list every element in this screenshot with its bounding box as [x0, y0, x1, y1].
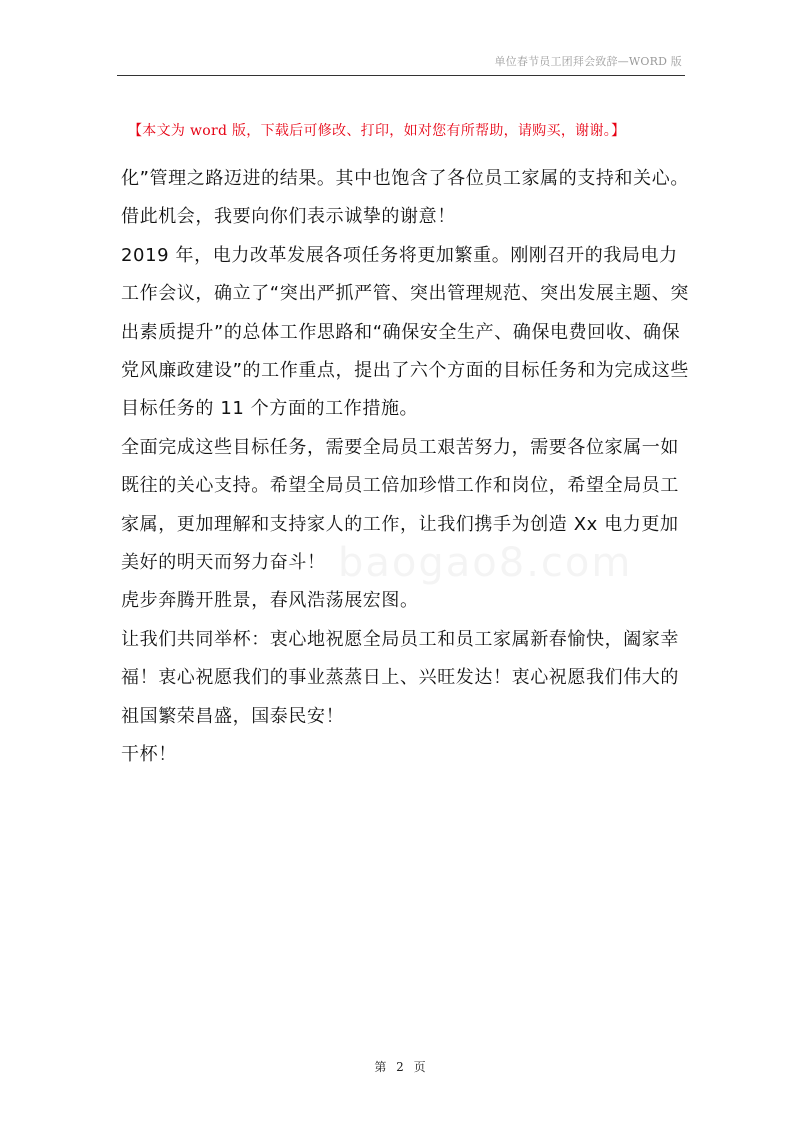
paragraph-4: 虎步奔腾开胜景，春风浩荡展宏图。	[121, 590, 419, 612]
paragraph-5: 让我们共同举杯：衷心地祝愿全局员工和员工家属新春愉快，阖家幸福！衷心祝愿我们的事业蒸蒸日上、兴旺发达！衷心祝愿我们伟大的祖国繁荣昌盛，国泰民安！	[121, 628, 679, 727]
paragraph-1: 化”管理之路迈进的结果。其中也饱含了各位员工家属的支持和关心。借此机会，我要向你们表示诚挚的谢意！	[121, 168, 689, 228]
footer-prefix: 第	[374, 1060, 387, 1074]
footer-suffix: 页	[413, 1060, 426, 1074]
body-text	[121, 160, 691, 775]
paragraph-2: 2019 年，电力改革发展各项任务将更加繁重。刚刚召开的我局电力工作会议，确立了“突出严抓严管、突出管理规范、突出发展主题、突出素质提升”的总体工作思路和“确保安全生产、确保电费回收、确保党风廉政建设”的工作重点，提出了六个方面的目标任务和为完成这些目标任务的 11 个方面的工作措施。	[121, 244, 689, 420]
header-title: 单位春节员工团拜会致辞—WORD 版	[494, 55, 682, 68]
paragraph-3: 全面完成这些目标任务，需要全局员工艰苦努力，需要各位家属一如既往的关心支持。希望全局员工倍加珍惜工作和岗位，希望全局员工家属，更加理解和支持家人的工作，让我们携手为创造 Xx 电力更加美好的明天而努力奋斗！	[121, 436, 679, 574]
page-footer	[0, 1058, 800, 1075]
footer-page-number: 2	[396, 1060, 404, 1074]
header-divider	[117, 75, 685, 76]
download-notice: 【本文为 word 版，下载后可修改、打印，如对您有所帮助，请购买，谢谢。】	[128, 123, 626, 139]
watermark: baogao8.com	[338, 540, 633, 586]
paragraph-6: 干杯！	[121, 744, 177, 766]
